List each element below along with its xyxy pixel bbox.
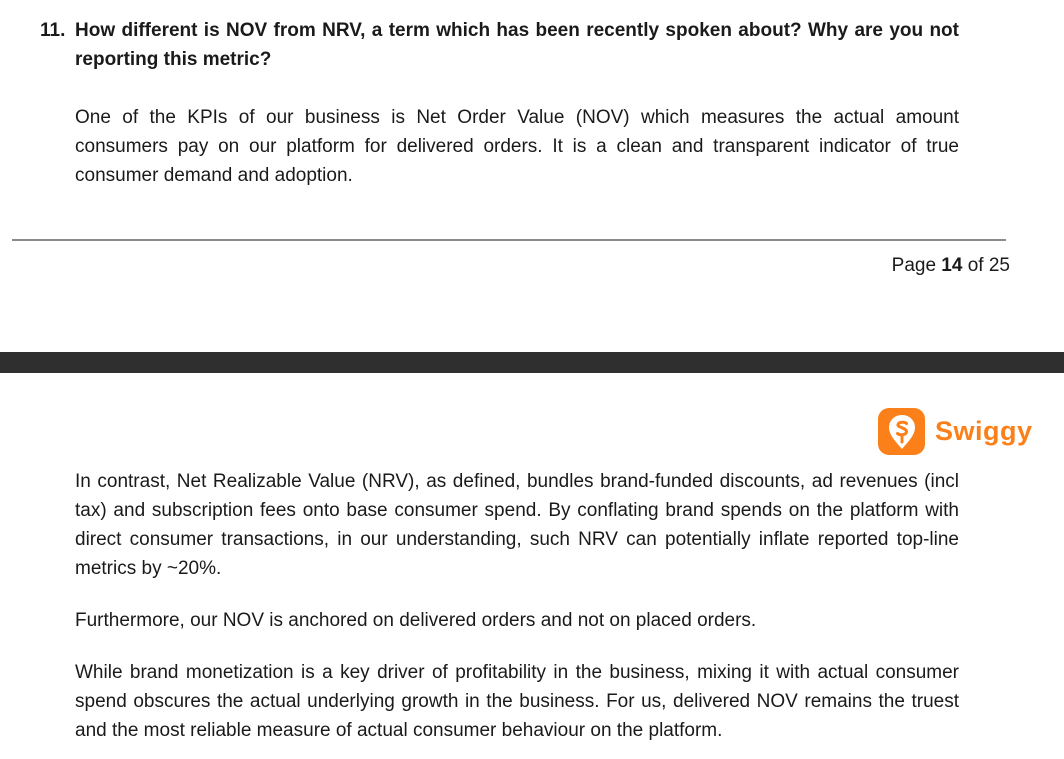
page-number <box>892 253 1010 279</box>
swiggy-pin-icon <box>878 408 925 455</box>
page-separator: of <box>967 255 984 276</box>
footer-divider <box>12 239 1006 241</box>
total-pages: 25 <box>988 255 1010 276</box>
swiggy-logo <box>878 408 1033 455</box>
document-page-upper <box>0 0 1064 352</box>
logo-wordmark: Swiggy <box>935 416 1033 446</box>
page-label: Page <box>891 255 937 276</box>
question-number: 11. <box>40 20 66 41</box>
question-text: How different is NOV from NRV, a term which has been recently spoken about? Why are you not reporting this metric? <box>75 20 959 70</box>
current-page: 14 <box>941 255 963 276</box>
answer-paragraph-3: Furthermore, our NOV is anchored on delivered orders and not on placed orders. <box>75 610 757 631</box>
answer-paragraph-1: One of the KPIs of our business is Net Order Value (NOV) which measures the actual amount consumers pay on our platform for delivered orders. It is a clean and transparent indicator of true consumer demand and adoption. <box>75 107 959 186</box>
answer-paragraph-4: While brand monetization is a key driver of profitability in the business, mixing it with actual consumer spend obscures the actual underlying growth in the business. For us, delivered NOV remains the truest and the most reliable measure of actual consumer behaviour on the platform. <box>75 662 959 741</box>
answer-paragraph-2: In contrast, Net Realizable Value (NRV), as defined, bundles brand-funded discounts, ad revenues (incl tax) and subscription fees onto base consumer spend. By conflating brand spends on the platform with direct consumer transactions, in our understanding, such NRV can potentially inflate reported top-line metrics by ~20%. <box>75 471 959 579</box>
page-break-bar <box>0 352 1064 373</box>
